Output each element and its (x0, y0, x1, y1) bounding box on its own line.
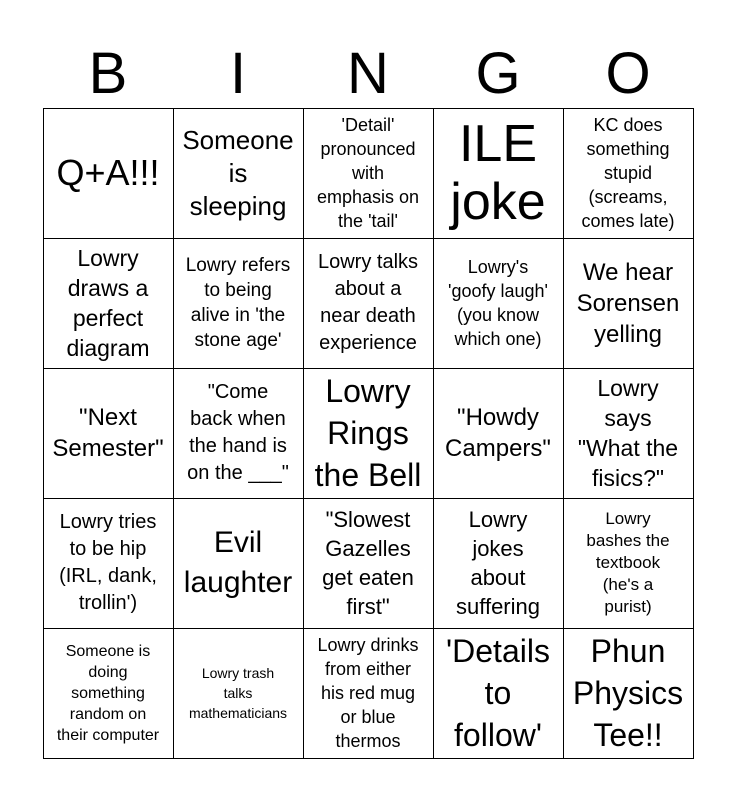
bingo-cell-4-3[interactable] (303, 498, 434, 629)
cell-text: Lowry refers to being alive in 'the stone age' (185, 255, 291, 351)
bingo-cell-5-4[interactable] (433, 628, 564, 759)
cell-text: "Howdy Campers" (445, 404, 551, 462)
bingo-cell-3-1[interactable] (43, 368, 174, 499)
bingo-cell-1-1[interactable] (43, 108, 174, 239)
header-letter-i: I (229, 41, 247, 106)
header-letter-g: G (475, 41, 521, 106)
cell-text: Lowry drinks from either his red mug or blue thermos (317, 635, 419, 751)
cell-text: 'Detail' pronounced with emphasis on the 'tail' (316, 115, 420, 231)
bingo-board (43, 108, 693, 758)
cell-text: Lowry trash talks mathematicians (188, 665, 288, 721)
cell-text: Lowry bashes the textbook (he's a purist) (586, 509, 670, 616)
bingo-cell-3-3[interactable] (303, 368, 434, 499)
bingo-cell-2-3[interactable] (303, 238, 434, 369)
cell-text: Someone is sleeping (182, 124, 294, 221)
cell-text: Someone is doing something random on their computer (56, 642, 160, 744)
bingo-cell-5-3[interactable] (303, 628, 434, 759)
bingo-cell-5-5[interactable] (563, 628, 694, 759)
bingo-cell-5-2[interactable] (173, 628, 304, 759)
cell-text: "Slowest Gazelles get eaten first" (322, 507, 414, 619)
bingo-cell-2-2[interactable] (173, 238, 304, 369)
bingo-cell-1-4[interactable] (433, 108, 564, 239)
bingo-cell-5-1[interactable] (43, 628, 174, 759)
cell-text: Lowry's 'goofy laugh' (you know which one) (448, 257, 548, 349)
bingo-cell-1-2[interactable] (173, 108, 304, 239)
bingo-cell-4-5[interactable] (563, 498, 694, 629)
header-letter-o: O (605, 41, 651, 106)
bingo-cell-4-4[interactable] (433, 498, 564, 629)
cell-text: "Next Semester" (52, 404, 164, 462)
cell-text: "Come back when the hand is on the ___" (187, 381, 289, 484)
cell-text: Lowry jokes about suffering (456, 507, 540, 619)
bingo-cell-1-5[interactable] (563, 108, 694, 239)
cell-text: Phun Physics Tee!! (572, 633, 684, 753)
cell-text: Evil laughter (183, 526, 293, 599)
header-letter-n: N (347, 41, 389, 106)
bingo-cell-3-2[interactable] (173, 368, 304, 499)
cell-text: Lowry says "What the fisics?" (577, 375, 679, 491)
bingo-cell-3-5[interactable] (563, 368, 694, 499)
bingo-cell-2-4[interactable] (433, 238, 564, 369)
cell-text: ILE joke (450, 115, 546, 231)
bingo-header (43, 40, 693, 108)
cell-text: Lowry talks about a near death experience (317, 251, 419, 354)
bingo-cell-3-4[interactable] (433, 368, 564, 499)
header-letter-b: B (88, 41, 128, 106)
bingo-cell-1-3[interactable] (303, 108, 434, 239)
cell-text: 'Details to follow' (446, 633, 550, 753)
bingo-cell-4-2[interactable] (173, 498, 304, 629)
bingo-cell-2-1[interactable] (43, 238, 174, 369)
cell-text: Q+A!!! (56, 152, 160, 193)
cell-text: We hear Sorensen yelling (576, 258, 680, 348)
cell-text: Lowry Rings the Bell (314, 373, 422, 493)
cell-text: Lowry tries to be hip (IRL, dank, trollin') (59, 511, 157, 614)
cell-text: KC does something stupid (screams, comes late) (581, 115, 675, 231)
cell-text: Lowry draws a perfect diagram (66, 245, 150, 361)
bingo-cell-2-5[interactable] (563, 238, 694, 369)
bingo-cell-4-1[interactable] (43, 498, 174, 629)
